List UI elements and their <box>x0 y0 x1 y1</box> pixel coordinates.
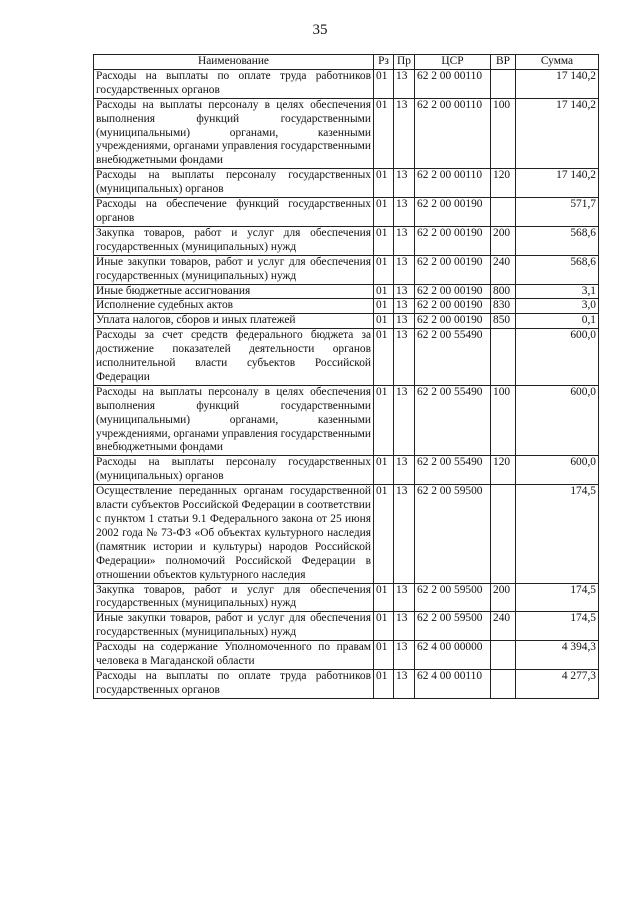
row-vr <box>491 329 516 386</box>
table-row <box>94 98 599 169</box>
row-csr: 62 2 00 55490 <box>415 329 491 386</box>
table-row <box>94 69 599 98</box>
row-pr: 13 <box>394 314 415 329</box>
row-csr: 62 2 00 59500 <box>415 612 491 641</box>
header-sum: Сумма <box>516 55 599 70</box>
table-row <box>94 385 599 456</box>
row-pr: 13 <box>394 255 415 284</box>
row-name: Осуществление переданных органам государственной власти субъектов Российской Федерации в соответствии с пунктом 1 статьи 9.1 Федерального закона от 25 июня 2002 года № 73-ФЗ «Об объектах культурного наследия (памятник истории и культуры) народов Российской Федерации» полномочий Российской Федерации в отношении объектов культурного наследия <box>94 485 374 583</box>
row-sum: 17 140,2 <box>516 98 599 169</box>
row-name: Расходы на обеспечение функций государственных органов <box>94 198 374 227</box>
row-vr <box>491 669 516 698</box>
row-pr: 13 <box>394 456 415 485</box>
table-row <box>94 299 599 314</box>
row-vr: 850 <box>491 314 516 329</box>
table-row <box>94 198 599 227</box>
row-rz: 01 <box>374 456 394 485</box>
row-pr: 13 <box>394 69 415 98</box>
row-sum: 4 277,3 <box>516 669 599 698</box>
row-sum: 4 394,3 <box>516 641 599 670</box>
row-pr: 13 <box>394 612 415 641</box>
row-rz: 01 <box>374 669 394 698</box>
row-pr: 13 <box>394 299 415 314</box>
row-rz: 01 <box>374 385 394 456</box>
row-name: Закупка товаров, работ и услуг для обеспечения государственных (муниципальных) нужд <box>94 226 374 255</box>
table-row <box>94 456 599 485</box>
row-rz: 01 <box>374 69 394 98</box>
row-name: Расходы на выплаты по оплате труда работников государственных органов <box>94 669 374 698</box>
row-sum: 600,0 <box>516 329 599 386</box>
row-sum: 600,0 <box>516 456 599 485</box>
row-vr: 100 <box>491 98 516 169</box>
row-pr: 13 <box>394 169 415 198</box>
row-pr: 13 <box>394 98 415 169</box>
row-name: Расходы на выплаты персоналу государственных (муниципальных) органов <box>94 169 374 198</box>
row-vr: 120 <box>491 456 516 485</box>
row-sum: 568,6 <box>516 226 599 255</box>
row-name: Иные закупки товаров, работ и услуг для обеспечения государственных (муниципальных) нужд <box>94 255 374 284</box>
row-vr: 240 <box>491 255 516 284</box>
row-csr: 62 2 00 00190 <box>415 226 491 255</box>
row-sum: 17 140,2 <box>516 169 599 198</box>
row-rz: 01 <box>374 169 394 198</box>
row-pr: 13 <box>394 485 415 583</box>
row-pr: 13 <box>394 284 415 299</box>
table-row <box>94 669 599 698</box>
row-sum: 568,6 <box>516 255 599 284</box>
page-number: 35 <box>312 22 328 38</box>
table-row <box>94 612 599 641</box>
row-pr: 13 <box>394 198 415 227</box>
row-sum: 0,1 <box>516 314 599 329</box>
row-csr: 62 2 00 59500 <box>415 485 491 583</box>
row-name: Расходы за счет средств федерального бюджета за достижение показателей деятельности органов исполнительной власти субъектов Российской Федерации <box>94 329 374 386</box>
row-pr: 13 <box>394 583 415 612</box>
row-csr: 62 2 00 00190 <box>415 284 491 299</box>
row-sum: 571,7 <box>516 198 599 227</box>
row-pr: 13 <box>394 669 415 698</box>
row-vr <box>491 198 516 227</box>
row-pr: 13 <box>394 329 415 386</box>
row-rz: 01 <box>374 329 394 386</box>
row-csr: 62 2 00 59500 <box>415 583 491 612</box>
row-rz: 01 <box>374 98 394 169</box>
row-rz: 01 <box>374 641 394 670</box>
header-pr: Пр <box>394 55 415 70</box>
row-vr: 830 <box>491 299 516 314</box>
row-vr: 120 <box>491 169 516 198</box>
row-pr: 13 <box>394 641 415 670</box>
row-vr: 240 <box>491 612 516 641</box>
table-row <box>94 169 599 198</box>
row-name: Иные бюджетные ассигнования <box>94 284 374 299</box>
table-row <box>94 583 599 612</box>
row-csr: 62 2 00 00110 <box>415 169 491 198</box>
row-csr: 62 2 00 55490 <box>415 385 491 456</box>
row-name: Иные закупки товаров, работ и услуг для обеспечения государственных (муниципальных) нужд <box>94 612 374 641</box>
row-name: Расходы на выплаты персоналу в целях обеспечения выполнения функций государственными (муниципальными) органами, казенными учреждениями, органами управления государственными внебюджетными фондами <box>94 385 374 456</box>
row-rz: 01 <box>374 314 394 329</box>
header-csr: ЦСР <box>415 55 491 70</box>
row-name: Расходы на выплаты персоналу государственных (муниципальных) органов <box>94 456 374 485</box>
row-rz: 01 <box>374 485 394 583</box>
row-sum: 174,5 <box>516 612 599 641</box>
budget-table <box>93 54 599 699</box>
row-vr: 200 <box>491 583 516 612</box>
row-vr <box>491 69 516 98</box>
row-sum: 600,0 <box>516 385 599 456</box>
row-csr: 62 2 00 00190 <box>415 314 491 329</box>
row-rz: 01 <box>374 284 394 299</box>
row-csr: 62 4 00 00000 <box>415 641 491 670</box>
row-name: Закупка товаров, работ и услуг для обеспечения государственных (муниципальных) нужд <box>94 583 374 612</box>
row-sum: 17 140,2 <box>516 69 599 98</box>
row-sum: 174,5 <box>516 485 599 583</box>
row-rz: 01 <box>374 226 394 255</box>
table-row <box>94 641 599 670</box>
row-name: Расходы на выплаты по оплате труда работников государственных органов <box>94 69 374 98</box>
row-vr: 200 <box>491 226 516 255</box>
row-sum: 174,5 <box>516 583 599 612</box>
row-sum: 3,1 <box>516 284 599 299</box>
row-name: Расходы на выплаты персоналу в целях обеспечения выполнения функций государственными (муниципальными) органами, казенными учреждениями, органами управления государственными внебюджетными фондами <box>94 98 374 169</box>
row-rz: 01 <box>374 583 394 612</box>
table-row <box>94 329 599 386</box>
row-name: Исполнение судебных актов <box>94 299 374 314</box>
table-row <box>94 226 599 255</box>
row-sum: 3,0 <box>516 299 599 314</box>
row-vr <box>491 641 516 670</box>
row-csr: 62 2 00 00110 <box>415 69 491 98</box>
row-csr: 62 2 00 00190 <box>415 255 491 284</box>
row-csr: 62 2 00 00190 <box>415 198 491 227</box>
table-row <box>94 284 599 299</box>
header-name: Наименование <box>94 55 374 70</box>
row-csr: 62 4 00 00110 <box>415 669 491 698</box>
header-vr: ВР <box>491 55 516 70</box>
row-rz: 01 <box>374 612 394 641</box>
header-rz: Рз <box>374 55 394 70</box>
row-vr: 100 <box>491 385 516 456</box>
row-rz: 01 <box>374 198 394 227</box>
table-row <box>94 485 599 583</box>
row-csr: 62 2 00 00110 <box>415 98 491 169</box>
row-vr: 800 <box>491 284 516 299</box>
row-pr: 13 <box>394 226 415 255</box>
row-name: Уплата налогов, сборов и иных платежей <box>94 314 374 329</box>
row-rz: 01 <box>374 299 394 314</box>
table-row <box>94 255 599 284</box>
row-csr: 62 2 00 00190 <box>415 299 491 314</box>
row-csr: 62 2 00 55490 <box>415 456 491 485</box>
table-row <box>94 314 599 329</box>
row-pr: 13 <box>394 385 415 456</box>
table-header-row <box>94 55 599 70</box>
row-vr <box>491 485 516 583</box>
row-name: Расходы на содержание Уполномоченного по правам человека в Магаданской области <box>94 641 374 670</box>
row-rz: 01 <box>374 255 394 284</box>
